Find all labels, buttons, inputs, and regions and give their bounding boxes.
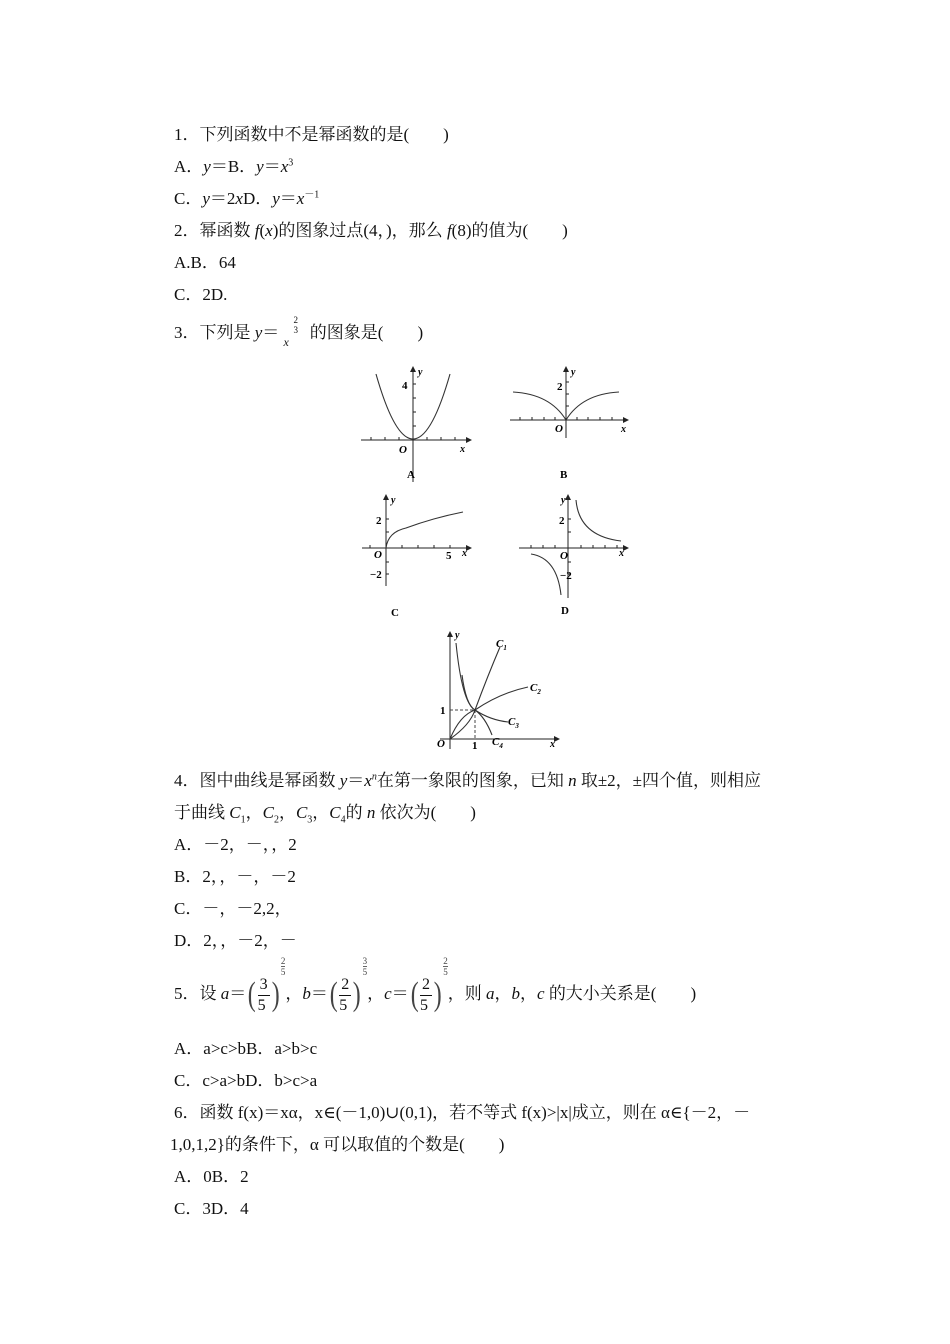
graph-d-y: y (561, 495, 566, 506)
graph-a-o: O (399, 444, 407, 456)
graph-c-x: x (462, 548, 467, 559)
graph-c-tick-x: 5 (446, 550, 452, 562)
q2-stem: 2．幂函数 f(x)的图象过点(4，)，那么 f(8)的值为( ) (174, 221, 568, 240)
graph-c-label: C (391, 607, 399, 619)
q2-options-ab: A.B．64 (174, 253, 236, 272)
q4-option-b: B．2，，－，－2 (174, 867, 296, 886)
q6-options-cd: C．3D．4 (174, 1199, 249, 1218)
q4-option-a: A．－2，－，，2 (174, 835, 297, 854)
graph-e-o: O (437, 738, 445, 750)
q5-stem: 5．设 a＝( $\frac{3}{5}$ ) $\frac{2}{5}$ ，b＝( $\frac{2}{5}$ ) $\frac{3}{5}$ ，c＝( $\frac{2}{5}$ ) $\frac{2}{5}$ ，则 a，b，c 的大小关系是( ) (174, 956, 697, 1014)
graph-c-o: O (374, 549, 382, 561)
q1-stem: 1．下列函数中不是幂函数的是( ) (174, 125, 449, 144)
q1-options-ab: A．y＝B．$y=x^3$ (174, 157, 294, 176)
graph-a-label: A (407, 469, 415, 481)
graph-e-y: y (455, 630, 460, 641)
graph-c-tick-down: −2 (370, 569, 382, 581)
graph-d-label: D (561, 605, 569, 617)
graph-b-o: O (555, 423, 563, 435)
q5-options-ab: A．a>c>bB．a>b>c (174, 1039, 318, 1058)
graph-a (356, 362, 476, 487)
graph-a-tick: 4 (402, 380, 408, 392)
label-c4: $C_4$ (492, 736, 503, 750)
graph-e-one-x: 1 (472, 740, 478, 752)
graph-c-tick-up: 2 (376, 515, 382, 527)
graph-b-tick: 2 (557, 381, 563, 393)
graph-a-x: x (460, 444, 465, 455)
graph-b (505, 362, 635, 487)
q1-options-cd: C．y＝2xD．$y=x^{-1}$ (174, 189, 320, 208)
graph-e-x: x (550, 739, 555, 750)
graph-a-y: y (418, 367, 423, 378)
graph-b-x: x (621, 424, 626, 435)
q4-option-c: C．－，－2,2， (174, 899, 292, 918)
q6-stem-line2: 1,0,1,2}的条件下，α 可以取值的个数是( ) (170, 1135, 505, 1154)
label-c1: $C_1$ (496, 638, 507, 652)
q3-base: x (283, 335, 289, 350)
q4-stem-line2: 于曲线 $C_1$，$C_2$，$C_3$，$C_4$的 n 依次为( ) (174, 803, 476, 826)
q5-options-cd: C．c>a>bD．b>c>a (174, 1071, 318, 1090)
q2-options-cd: C．2D. (174, 285, 228, 304)
q6-stem-line1: 6．函数 f(x)＝xα，x∈(－1,0)∪(0,1)，若不等式 f(x)>|x|成立，则在 α∈{－2，－ (174, 1103, 751, 1122)
graph-d-tick-up: 2 (559, 515, 565, 527)
graph-c-y: y (391, 495, 396, 506)
label-c2: $C_2$ (530, 682, 541, 696)
graph-d-o: O (560, 550, 568, 562)
graph-d (515, 488, 635, 623)
q3-exp-num: 2 (293, 315, 299, 326)
graph-c (358, 488, 478, 623)
q3-stem: 3．下列是 y＝ x 2 3 的图象是( ) (174, 322, 423, 345)
q4-option-d: D．2，，－2，－ (174, 931, 297, 950)
graph-b-y: y (571, 367, 576, 378)
graph-power-curves (420, 625, 570, 753)
q6-options-ab: A．0B．2 (174, 1167, 249, 1186)
graph-d-x: x (619, 548, 624, 559)
graph-b-label: B (560, 469, 568, 481)
q3-exp-den: 3 (293, 325, 299, 336)
graph-d-tick-down: −2 (560, 570, 572, 582)
label-c3: $C_3$ (508, 716, 519, 730)
q4-stem-line1: 4．图中曲线是幂函数 $y=x^n$在第一象限的图象，已知 n 取±2，±四个值，则相应 (174, 771, 762, 790)
graph-e-one-y: 1 (440, 705, 446, 717)
